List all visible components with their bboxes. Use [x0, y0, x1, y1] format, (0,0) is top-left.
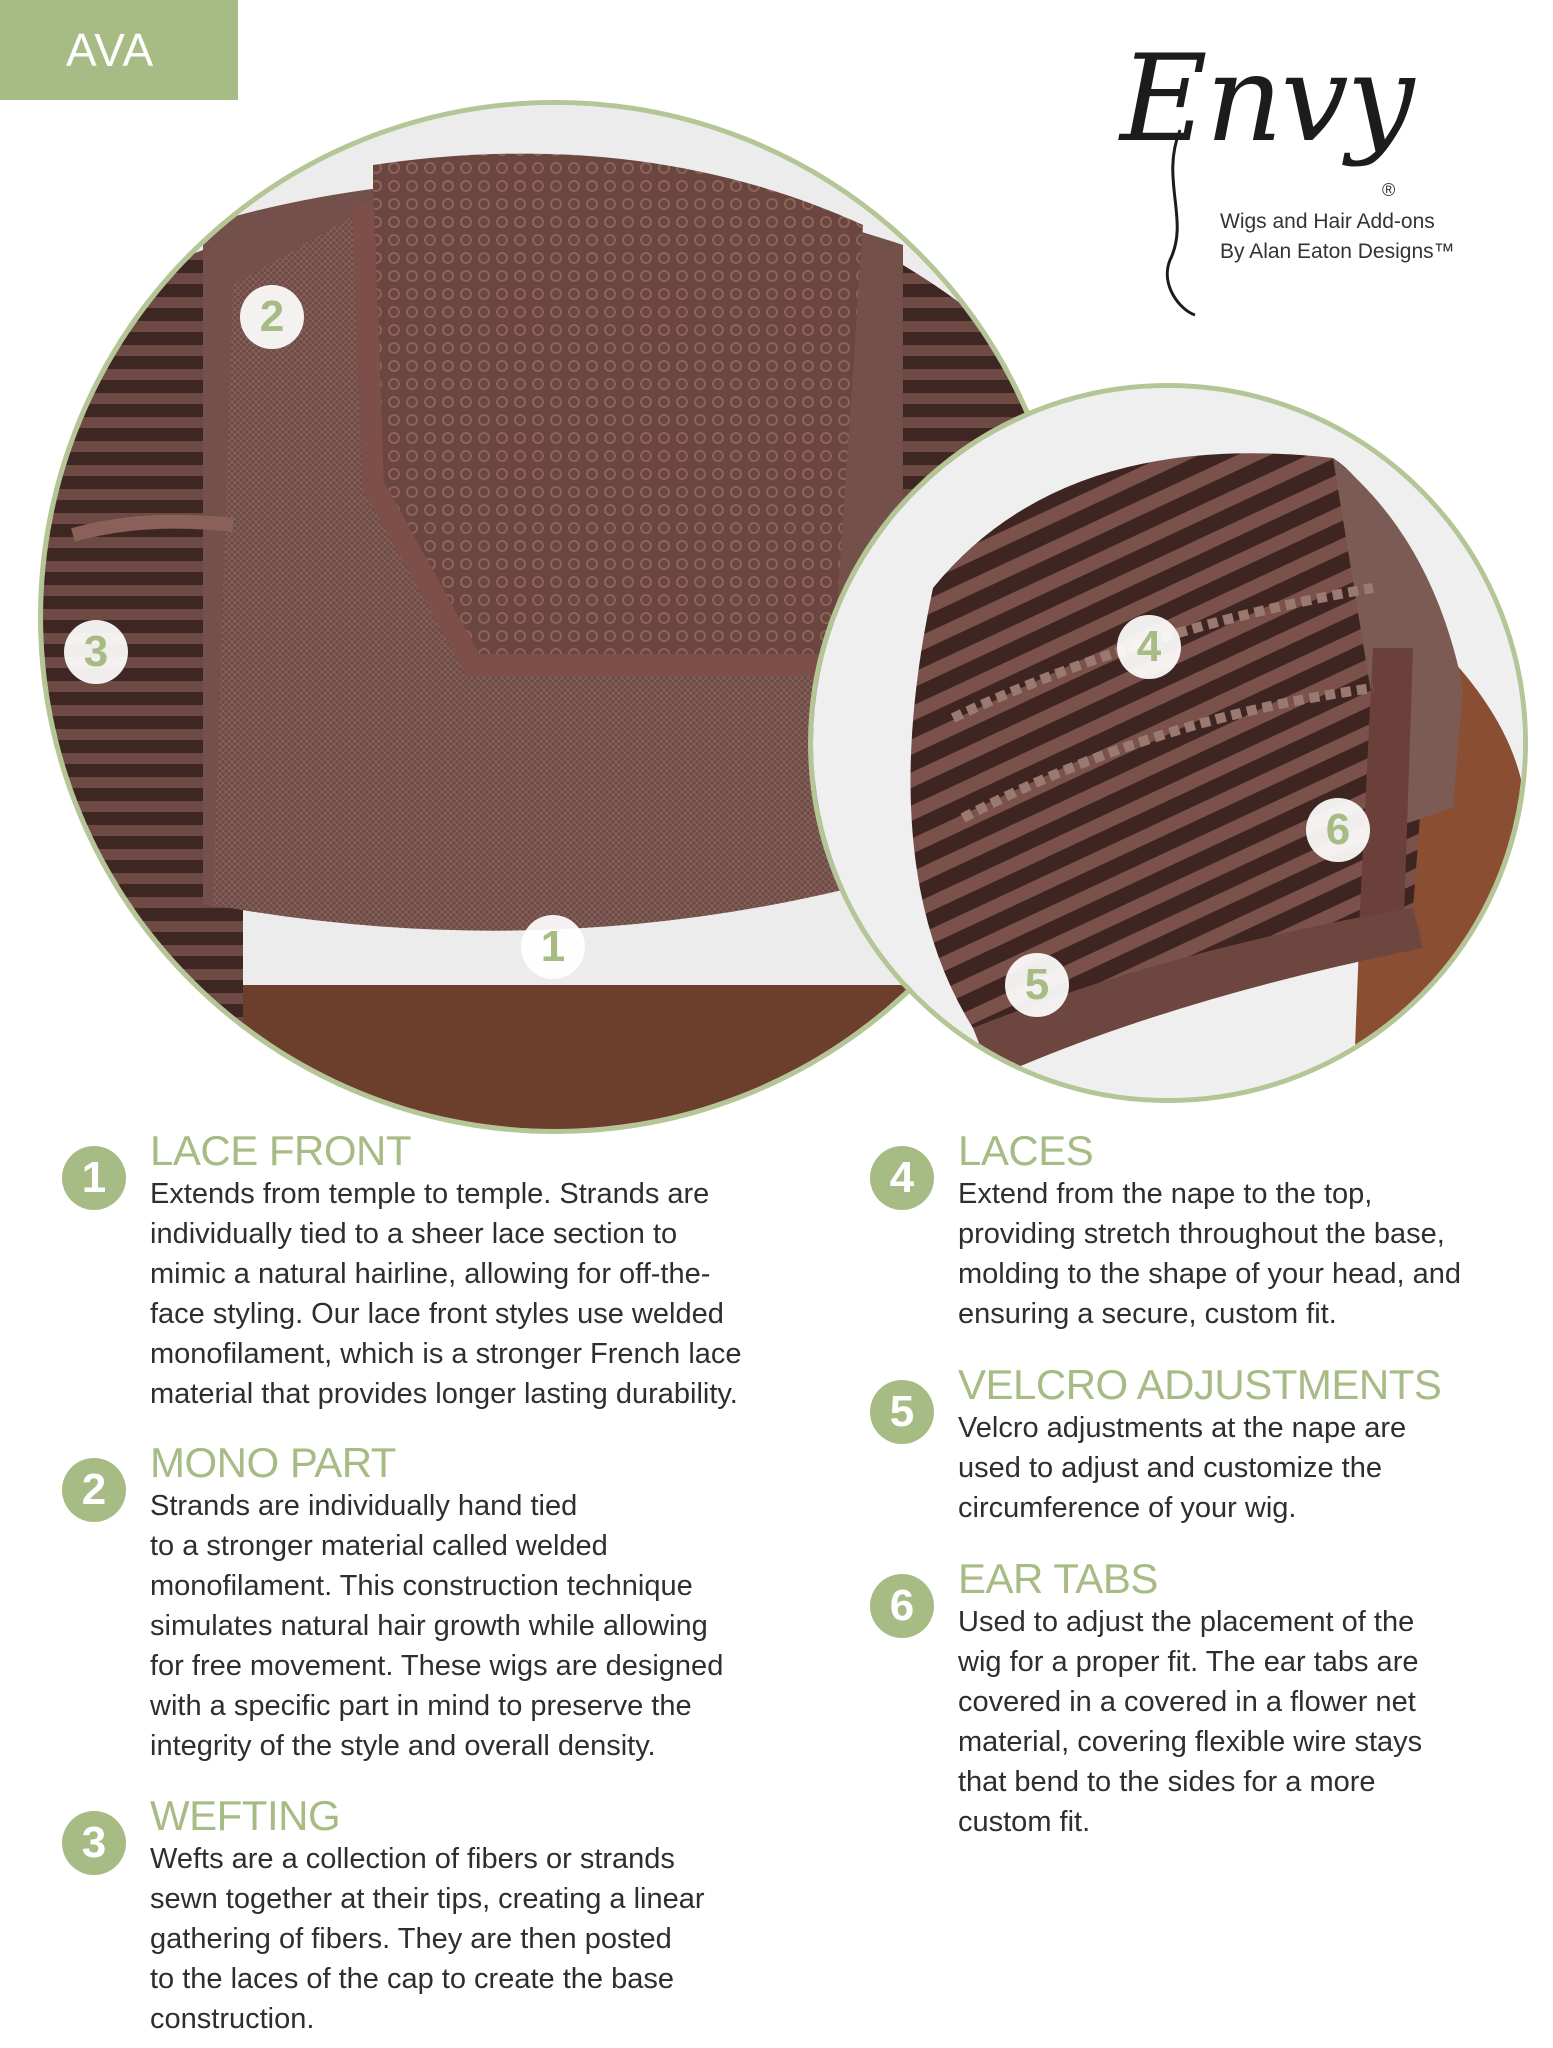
wig-cap-back-photo — [808, 383, 1528, 1103]
marker-5: 5 — [1005, 953, 1069, 1017]
logo-tagline-2: By Alan Eaton Designs™ — [1220, 240, 1455, 263]
feature-description: Extends from temple to temple. Strands are individually tied to a sheer lace section to mimic a natural hairline, allowing for off-the- face styling. Our lace front styles use welded monofilament, which is a stronger French lace material that provides longer lasting durability. — [150, 1178, 742, 1410]
marker-3: 3 — [64, 620, 128, 684]
feature-number: 4 — [870, 1146, 934, 1210]
feature-title: EAR TABS — [958, 1555, 1158, 1602]
marker-4: 4 — [1117, 615, 1181, 679]
registered-mark: ® — [1382, 180, 1396, 200]
marker-2: 2 — [240, 285, 304, 349]
logo-wordmark: Envy — [1120, 30, 1413, 169]
product-name-tag — [0, 0, 238, 100]
feature-title: WEFTING — [150, 1792, 341, 1839]
feature-description: Wefts are a collection of fibers or strands sewn together at their tips, creating a linear gathering of fibers. They are then posted to the laces of the cap to create the base construction. — [150, 1843, 705, 2035]
product-name: AVA — [66, 24, 155, 76]
feature-title: VELCRO ADJUSTMENTS — [958, 1361, 1442, 1408]
feature-description: Used to adjust the placement of the wig for a proper fit. The ear tabs are covered in a covered in a flower net material, covering flexible wire stays that bend to the sides for a more custom fit. — [958, 1606, 1423, 1838]
feature-number: 3 — [62, 1811, 126, 1875]
feature-description: Extend from the nape to the top, providing stretch throughout the base, molding to the shape of your head, and ensuring a secure, custom fit. — [958, 1178, 1462, 1330]
logo-tagline-1: Wigs and Hair Add-ons — [1220, 210, 1435, 233]
feature-description: Strands are individually hand tied to a stronger material called welded monofilament. This construction technique simulates natural hair growth while allowing for free movement. These wigs are designed with a specific part in mind to preserve the integrity of the style and overall density. — [150, 1490, 724, 1762]
feature-velcro-adjustments — [870, 1362, 1530, 1528]
feature-title: LACES — [958, 1127, 1094, 1174]
feature-title: LACE FRONT — [150, 1127, 412, 1174]
marker-6: 6 — [1306, 798, 1370, 862]
feature-number: 1 — [62, 1146, 126, 1210]
feature-number: 6 — [870, 1574, 934, 1638]
feature-ear-tabs — [870, 1556, 1530, 1842]
feature-number: 5 — [870, 1380, 934, 1444]
feature-number: 2 — [62, 1458, 126, 1522]
feature-mono-part — [62, 1440, 822, 1766]
marker-1: 1 — [521, 915, 585, 979]
feature-lace-front — [62, 1128, 822, 1414]
feature-wefting — [62, 1793, 822, 2039]
envy-logo — [1120, 30, 1520, 320]
feature-description: Velcro adjustments at the nape are used to adjust and customize the circumference of your wig. — [958, 1412, 1407, 1524]
feature-title: MONO PART — [150, 1439, 396, 1486]
feature-laces — [870, 1128, 1530, 1334]
